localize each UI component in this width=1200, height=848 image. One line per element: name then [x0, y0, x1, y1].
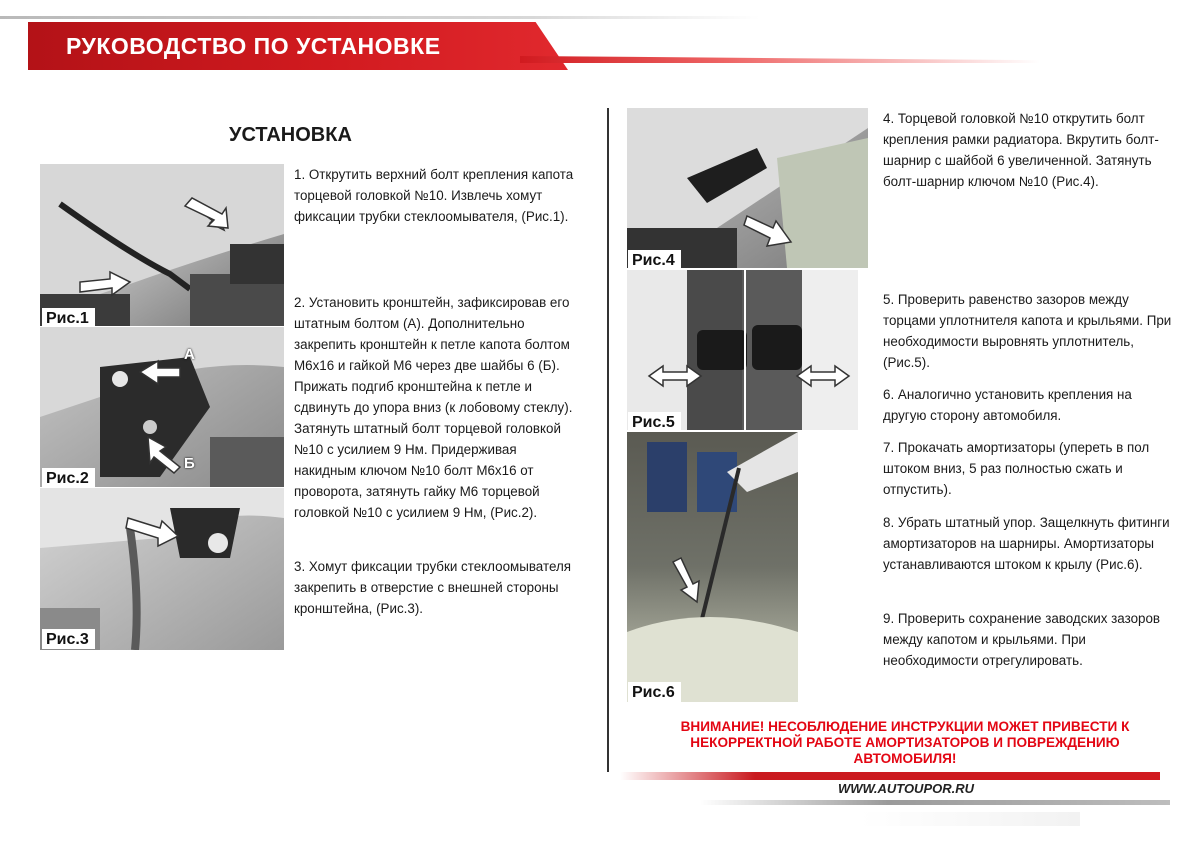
photo-fig2	[40, 327, 284, 487]
column-divider	[607, 108, 609, 772]
arrow-icon	[40, 488, 284, 650]
step-6: 6. Аналогично установить крепления на другую сторону автомобиля.	[883, 387, 1132, 423]
header-banner-tail	[520, 56, 1040, 63]
section-title: УСТАНОВКА	[229, 124, 352, 146]
photo-fig1	[40, 164, 284, 326]
figure-caption: Рис.3	[42, 629, 95, 649]
step-7: 7. Прокачать амортизаторы (упереть в пол штоком вниз, 5 раз полностью сжать и отпустить).	[883, 440, 1150, 497]
figure-marker-a: А	[184, 346, 195, 363]
warning-notice: ВНИМАНИЕ! НЕСОБЛЮДЕНИЕ ИНСТРУКЦИИ МОЖЕТ ПРИВЕСТИ К НЕКОРРЕКТНОЙ РАБОТЕ АМОРТИЗАТОРОВ И ПОВРЕЖДЕНИЮ АВТОМОБИЛЯ!	[680, 719, 1130, 766]
photo-fig6	[627, 432, 798, 702]
step-4: 4. Торцевой головкой №10 открутить болт крепления рамки радиатора. Вкрутить болт-шарнир с шайбой 6 увеличенной. Затянуть болт-шарнир ключом №10 (Рис.4).	[883, 111, 1159, 189]
figure-caption: Рис.5	[628, 412, 681, 432]
step-2: 2. Установить кронштейн, зафиксировав его штатным болтом (А). Дополнительно закрепить кронштейн к петле капота болтом М6х16 и гайкой М6 через две шайбы 6 (Б). Прижать подгиб кронштейна к петле и сдвинуть до упора вниз (к лобовому стеклу). Затянуть штатный болт торцевой головкой №10 с усилием 9 Нм. Придерживая накидным ключом №10 болт М6х16 от проворота, затянуть гайку М6 торцевой головкой №10 с усилием 9 Нм, (Рис.2).	[294, 295, 573, 520]
figure-caption: Рис.1	[42, 308, 95, 328]
photo-fig3	[40, 488, 284, 650]
page-header-title: РУКОВОДСТВО ПО УСТАНОВКЕ	[66, 33, 441, 59]
arrow-icon	[40, 327, 284, 487]
figure-caption: Рис.6	[628, 682, 681, 702]
figure-marker-b: Б	[184, 455, 195, 472]
arrow-icon	[627, 108, 868, 268]
double-arrow-icon	[627, 270, 858, 430]
figure-caption: Рис.2	[42, 468, 95, 488]
step-1: 1. Открутить верхний болт крепления капота торцевой головкой №10. Извлечь хомут фиксации трубки стеклоомывателя, (Рис.1).	[294, 167, 574, 224]
arrow-icon	[627, 432, 798, 702]
step-3: 3. Хомут фиксации трубки стеклоомывателя закрепить в отверстие с внешней стороны кронштейна, (Рис.3).	[294, 559, 572, 616]
step-9: 9. Проверить сохранение заводских зазоров между капотом и крыльями. При необходимости отрегулировать.	[883, 611, 1161, 668]
header-stripe	[0, 16, 760, 19]
footer-url[interactable]: WWW.AUTOUPOR.RU	[838, 781, 974, 796]
figure-caption: Рис.4	[628, 250, 681, 270]
photo-fig5	[627, 270, 858, 430]
footer-tail	[860, 812, 1080, 826]
arrow-icon	[40, 164, 284, 326]
footer-red-bar	[620, 772, 1160, 780]
step-8: 8. Убрать штатный упор. Защелкнуть фитинги амортизаторов на шарниры. Амортизаторы устанавливаются штоком к крылу (Рис.6).	[883, 515, 1170, 572]
footer-gray-bar	[700, 800, 1170, 805]
photo-fig4	[627, 108, 868, 268]
step-5: 5. Проверить равенство зазоров между торцами уплотнителя капота и крыльями. При необходимости выровнять уплотнитель, (Рис.5).	[883, 292, 1172, 370]
